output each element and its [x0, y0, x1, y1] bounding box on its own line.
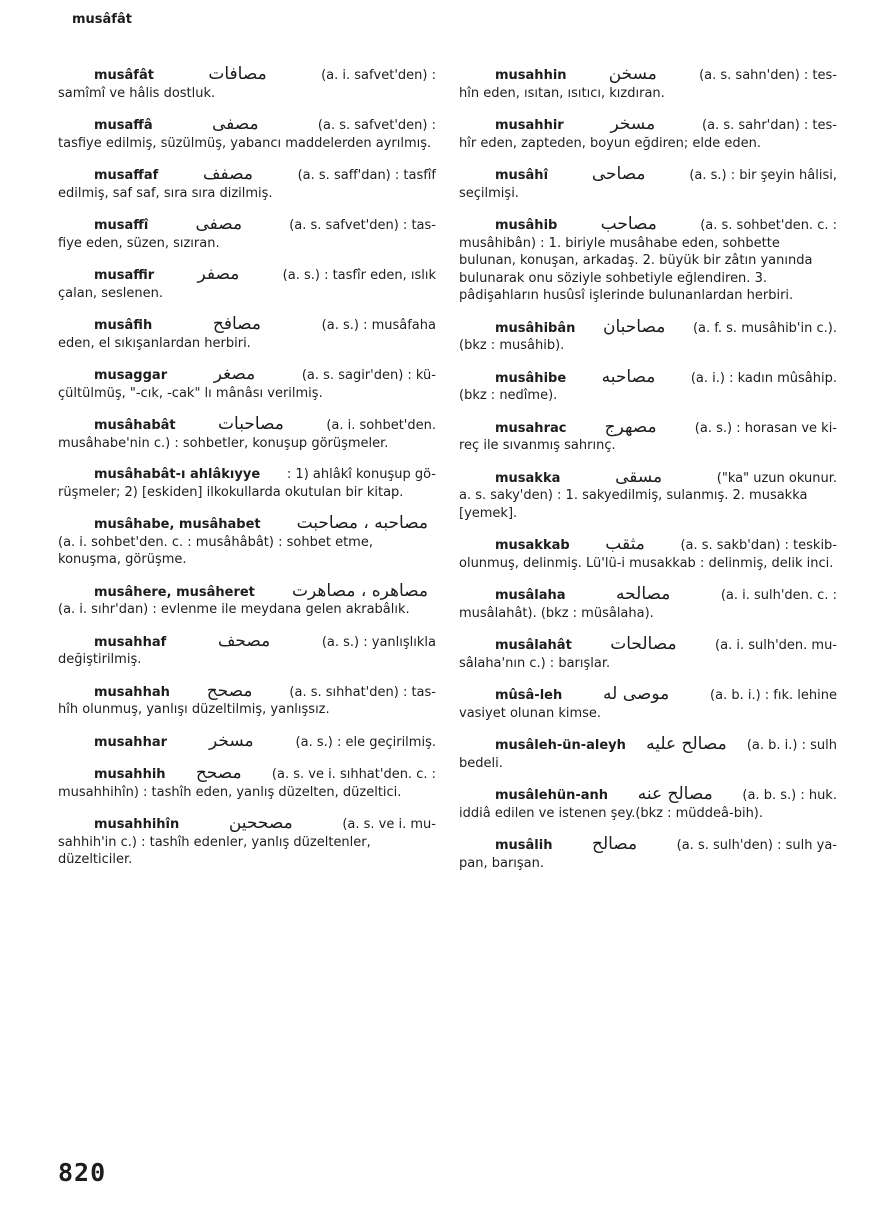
entry-etymology: (a. s.) : horasan ve ki- [694, 420, 837, 436]
entry-arabic-script: مصحح [206, 680, 253, 701]
entry-etymology: (a. s.) : musâfaha [321, 318, 436, 333]
entry-headword: musâlih [495, 838, 553, 853]
entry-definition: olunmuş, delinmiş. Lü'lü-i musakkab : delinmiş, delik inci. [459, 555, 834, 571]
entry-definition: sahhih'in c.) : tashîh edenler, yanlış düzeltenler, düzelticiler. [58, 834, 371, 867]
dictionary-entry [459, 366, 837, 405]
entry-headword: musâlahât [495, 638, 572, 653]
entry-definition: edilmiş, saf saf, sıra sıra dizilmiş. [58, 185, 273, 201]
dictionary-entry [459, 416, 837, 455]
entry-headword: musaffaf [94, 168, 159, 183]
entry-arabic-script: مصالح عنه [637, 784, 713, 804]
entry-etymology: (a. s.) : ele geçirilmiş. [295, 734, 436, 750]
entry-definition: fiye eden, süzen, sızıran. [58, 235, 220, 251]
dictionary-entry [58, 216, 436, 252]
entry-definition: sâlaha'nın c.) : barışlar. [459, 655, 611, 671]
entry-etymology: (a. s. sakb'dan) : teskib- [680, 538, 837, 553]
entry-arabic-script: مصاحبه [601, 366, 656, 387]
entry-definition: seçilmişi. [459, 185, 519, 201]
entry-arabic-script: موصى له [603, 684, 670, 704]
entry-headword: musahhin [495, 68, 567, 83]
entry-definition: (a. i. sohbet'den. c. : musâhâbât) : sohbet etme, konuşma, görüşme. [58, 534, 373, 567]
entry-arabic-script: مصححين [228, 813, 293, 833]
entry-headword: musakka [495, 470, 561, 486]
entry-arabic-script: مصاحب [600, 214, 657, 234]
dictionary-entry [459, 786, 837, 822]
entry-headword: musâfih [94, 318, 153, 333]
entry-headword: musâhibân [495, 320, 576, 336]
entry-definition: hîh olunmuş, yanlışı düzeltilmiş, yanlışsız. [58, 702, 330, 717]
dictionary-entry [58, 66, 436, 102]
entry-headword: mûsâ-leh [495, 688, 563, 703]
entry-definition: bedeli. [459, 755, 503, 771]
dictionary-entry [58, 730, 436, 752]
entry-headword: musahrac [495, 420, 567, 436]
entry-arabic-script: مصفف [202, 164, 253, 184]
entry-etymology: (a. b. i.) : sulh [746, 738, 837, 753]
entry-headword: musâhabe, musâhabet [94, 517, 261, 532]
entry-headword: musâleh-ün-aleyh [495, 738, 626, 753]
entry-arabic-script: مصاحبان [602, 316, 666, 337]
running-head: musâfât [72, 12, 132, 27]
entry-etymology: (a. b. s.) : huk. [742, 788, 837, 803]
entry-headword: musakkab [495, 538, 570, 553]
dictionary-entry [58, 166, 436, 202]
dictionary-entry [58, 316, 436, 352]
dictionary-entry [58, 416, 436, 452]
entry-arabic-script: مصفى [211, 114, 259, 134]
entry-etymology: (a. s. sıhhat'den) : tas- [289, 684, 436, 700]
right-column [459, 66, 837, 886]
entry-definition: tasfiye edilmiş, süzülmüş, yabancı maddelerden ayrılmış. [58, 135, 432, 151]
entry-definition: (bkz : musâhib). [459, 338, 565, 353]
left-column [58, 66, 436, 883]
entry-definition: çalan, seslenen. [58, 285, 163, 301]
entry-headword: musahhihîn [94, 817, 180, 832]
entry-arabic-script: مصالحات [610, 634, 677, 654]
entry-headword: musâhî [495, 168, 549, 183]
entry-etymology: : 1) ahlâkî konuşup gö- [286, 467, 436, 482]
entry-headword: musaffâ [94, 118, 153, 133]
dictionary-entry [58, 116, 436, 152]
entry-arabic-script: مصهرج [604, 416, 657, 437]
entry-arabic-script: مصحف [217, 630, 271, 651]
entry-etymology: (a. f. s. musâhib'in c.). [692, 320, 837, 336]
entry-definition: pan, barışan. [459, 855, 545, 871]
entry-definition: musâhabe'nin c.) : sohbetler, konuşup görüşmeler. [58, 435, 389, 451]
dictionary-entry [459, 536, 837, 572]
entry-arabic-script: مسخر [208, 730, 254, 751]
entry-arabic-script: مصاهره ، مصاهرت [292, 580, 428, 601]
entry-etymology: (a. b. i.) : fık. lehine [710, 688, 837, 703]
entry-etymology: (a. s. sohbet'den. c. : [700, 218, 837, 233]
dictionary-entry [459, 216, 837, 305]
entry-definition: samîmî ve hâlis dostluk. [58, 85, 216, 101]
dictionary-entry [459, 116, 837, 152]
entry-etymology: (a. s. safvet'den) : tas- [289, 218, 436, 233]
entry-headword: musâfât [94, 68, 154, 83]
entry-arabic-script: مصاحبه ، مصاحبت [296, 513, 428, 533]
dictionary-entry [58, 266, 436, 302]
entry-definition: iddiâ edilen ve istenen şey.(bkz : müddeâ-bih). [459, 805, 764, 821]
entry-etymology: (a. s.) : tasfîr eden, ıslık [282, 268, 436, 283]
entry-headword: musahhar [94, 734, 168, 750]
entry-headword: musâlaha [495, 588, 566, 603]
entry-arabic-script: مسخن [608, 64, 657, 84]
entry-etymology: (a. s. ve i. mu- [342, 817, 436, 832]
dictionary-entry [58, 815, 436, 869]
entry-arabic-script: مصحح [195, 763, 242, 783]
dictionary-entry [459, 736, 837, 772]
entry-definition: a. s. saky'den) : 1. sakyedilmiş, sulanmış. 2. musakka [yemek]. [459, 488, 808, 521]
entry-arabic-script: مصاحى [591, 164, 646, 184]
dictionary-entry [459, 836, 837, 872]
entry-arabic-script: مصاحبات [218, 414, 284, 434]
entry-headword: musahhaf [94, 634, 167, 650]
entry-definition: (a. i. sıhr'dan) : evlenme ile meydana gelen akrabâlık. [58, 602, 410, 617]
entry-etymology: (a. s. sagir'den) : kü- [301, 368, 436, 383]
entry-definition: hîr eden, zapteden, boyun eğdiren; elde eden. [459, 135, 762, 151]
dictionary-entry [58, 366, 436, 402]
entry-etymology: (a. s. ve i. sıhhat'den. c. : [271, 767, 436, 782]
entry-arabic-script: مصفر [197, 264, 240, 284]
entry-etymology: (a. s.) : bir şeyin hâlisi, [689, 168, 837, 183]
dictionary-entry [58, 630, 436, 669]
entry-etymology: (a. s. saff'dan) : tasfîf [297, 168, 436, 183]
entry-definition: rüşmeler; 2) [eskiden] ilkokullarda okutulan bir kitap. [58, 484, 404, 500]
entry-headword: musâhabât [94, 418, 176, 433]
dictionary-entry [459, 636, 837, 672]
entry-arabic-script: مصالح [591, 834, 638, 854]
entry-arabic-script: مسقى [615, 466, 663, 487]
entry-arabic-script: مصالح عليه [646, 734, 727, 754]
entry-etymology: ("ka" uzun okunur. [716, 470, 837, 486]
entry-headword: musâhib [495, 218, 558, 233]
entry-etymology: (a. s. sahn'den) : tes- [699, 68, 837, 83]
entry-etymology: (a. i. sulh'den. mu- [715, 638, 837, 653]
dictionary-entry [459, 166, 837, 202]
entry-headword: musaffir [94, 268, 155, 283]
entry-definition: vasiyet olunan kimse. [459, 705, 602, 721]
entry-headword: musahhih [94, 767, 166, 782]
entry-definition: (bkz : nedîme). [459, 388, 558, 403]
entry-etymology: (a. s. sahr'dan) : tes- [702, 118, 837, 133]
entry-etymology: (a. s.) : yanlışlıkla [321, 634, 436, 650]
entry-definition: çültülmüş, "-cık, -cak" lı mânâsı verilmiş. [58, 385, 323, 401]
entry-definition: değiştirilmiş. [58, 652, 142, 667]
dictionary-entry [58, 466, 436, 501]
entry-arabic-script: مثقب [605, 534, 645, 554]
entry-definition: musâhibân) : 1. biriyle musâhabe eden, sohbette bulunan, konuşan, arkadaş. 2. büyük bir zâtın yanında bulunarak onu söziyle sohbetiyle eğlendiren. 3. pâdişahların husûsî işlerinde bulunanlardan herbiri. [459, 235, 813, 303]
dictionary-entry [459, 316, 837, 355]
entry-etymology: (a. s. sulh'den) : sulh ya- [676, 838, 837, 853]
dictionary-entry [58, 680, 436, 719]
entry-definition: hîn eden, ısıtan, ısıtıcı, kızdıran. [459, 85, 665, 101]
dictionary-entry [58, 765, 436, 801]
entry-arabic-script: مصافات [208, 64, 267, 84]
dictionary-entry [459, 686, 837, 722]
entry-definition: eden, el sıkışanlardan herbiri. [58, 335, 251, 351]
entry-arabic-script: مسخر [610, 114, 656, 134]
entry-headword: musâhere, musâheret [94, 584, 255, 600]
entry-headword: musaffî [94, 218, 149, 233]
entry-headword: musahhir [495, 118, 564, 133]
entry-etymology: (a. s. safvet'den) : [317, 118, 436, 133]
entry-headword: musaggar [94, 368, 168, 383]
entry-arabic-script: مصغر [213, 364, 256, 384]
entry-etymology: (a. i. safvet'den) : [321, 68, 436, 83]
dictionary-entry [459, 586, 837, 622]
dictionary-entry [58, 515, 436, 569]
entry-headword: musâlehün-anh [495, 788, 609, 803]
entry-headword: musâhibe [495, 370, 567, 386]
entry-arabic-script: مصفى [195, 214, 243, 234]
entry-etymology: (a. i. sulh'den. c. : [720, 588, 837, 603]
entry-definition: reç ile sıvanmış sahrınç. [459, 438, 616, 453]
entry-headword: musahhah [94, 684, 170, 700]
entry-definition: musâlahât). (bkz : müsâlaha). [459, 605, 654, 621]
dictionary-entry [58, 580, 436, 619]
entry-etymology: (a. i.) : kadın mûsâhip. [690, 370, 837, 386]
entry-definition: musahhihîn) : tashîh eden, yanlış düzelten, düzeltici. [58, 784, 402, 800]
entry-headword: musâhabât-ı ahlâkıyye [94, 467, 261, 482]
dictionary-entry [459, 66, 837, 102]
entry-arabic-script: مصافح [212, 314, 261, 334]
page-number: 820 [58, 1158, 107, 1187]
dictionary-entry [459, 466, 837, 523]
entry-arabic-script: مصالحه [616, 584, 671, 604]
entry-etymology: (a. i. sohbet'den. [326, 418, 436, 433]
